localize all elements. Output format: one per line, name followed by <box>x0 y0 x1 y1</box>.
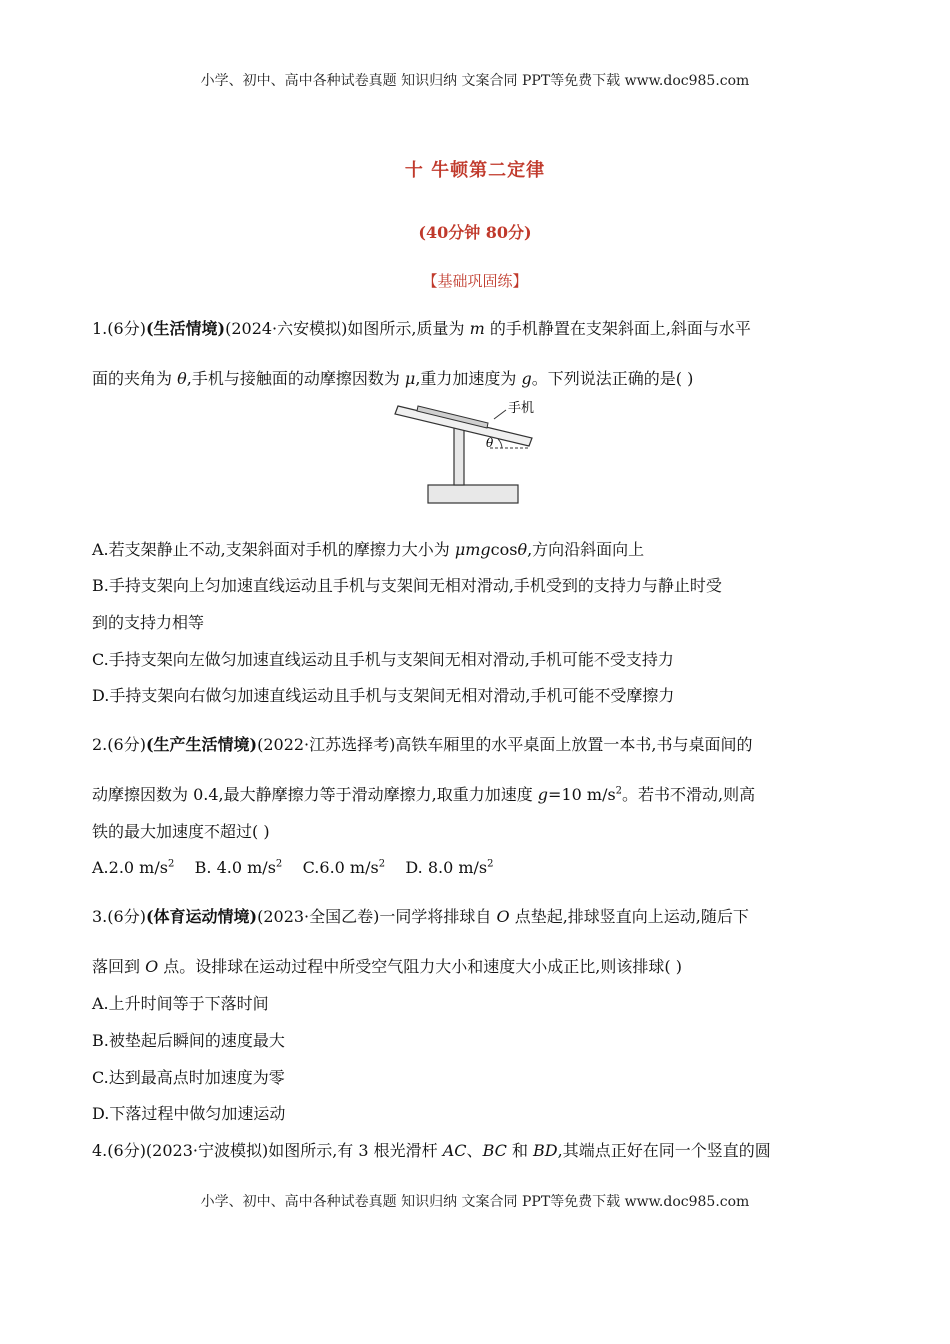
page-header: 小学、初中、高中各种试卷真题 知识归纳 文案合同 PPT等免费下载 www.doc985.com <box>200 73 750 89</box>
q1-option-d: D.手持支架向右做匀加速直线运动且手机与支架间无相对滑动,手机可能不受摩擦力 <box>92 686 675 705</box>
phone-stand-diagram <box>390 398 540 510</box>
q2-line2: 动摩擦因数为 0.4,最大静摩擦力等于滑动摩擦力,取重力加速度 g=10 $m/s^2$。若书不滑动,则高 <box>92 785 756 804</box>
q1-line2: 面的夹角为 θ,手机与接触面的动摩擦因数为 μ,重力加速度为 g。下列说法正确的是( ) <box>92 369 694 388</box>
stand-pole <box>454 426 464 485</box>
phone-stand-figure <box>390 398 540 514</box>
q1-option-a: A.若支架静止不动,支架斜面对手机的摩擦力大小为 μmgcosθ,方向沿斜面向上 <box>92 540 645 559</box>
q3-option-c: C.达到最高点时加速度为零 <box>92 1068 285 1087</box>
q2-options <box>92 857 862 879</box>
q2-line1: 2.(6分)(生产生活情境)(2022·江苏选择考)高铁车厢里的水平桌面上放置一本书,书与桌面间的 <box>92 735 753 754</box>
q2-option-b: B. 4.0 $m/s^2$ <box>194 858 283 877</box>
stand-base <box>428 485 518 503</box>
label-pointer <box>494 410 506 419</box>
angle-arc <box>498 439 502 448</box>
q2-option-a: A.2.0 $m/s^2$ <box>92 858 175 877</box>
page-title: 十 牛顿第二定律 <box>404 160 546 181</box>
q3-line2: 落回到 O 点。设排球在运动过程中所受空气阻力大小和速度大小成正比,则该排球( ) <box>92 957 682 976</box>
q4-line1: 4.(6分)(2023·宁波模拟)如图所示,有 3 根光滑杆 AC、BC 和 BD,其端点正好在同一个竖直的圆 <box>92 1141 771 1160</box>
section-heading: 【基础巩固练】 <box>422 272 528 290</box>
q2-option-c: C.6.0 $m/s^2$ <box>302 858 386 877</box>
q1-option-c: C.手持支架向左做匀加速直线运动且手机与支架间无相对滑动,手机可能不受支持力 <box>92 650 674 669</box>
q1-option-b: B.手持支架向上匀加速直线运动且手机与支架间无相对滑动,手机受到的支持力与静止时受 <box>92 576 722 595</box>
q1-line1: 1.(6分)(生活情境)(2024·六安模拟)如图所示,质量为 m 的手机静置在支架斜面上,斜面与水平 <box>92 319 751 338</box>
q2-line3: 铁的最大加速度不超过( ) <box>92 822 270 841</box>
theta-label: θ <box>486 436 494 450</box>
q3-option-b: B.被垫起后瞬间的速度最大 <box>92 1031 285 1050</box>
q3-line1: 3.(6分)(体育运动情境)(2023·全国乙卷)一同学将排球自 O 点垫起,排球竖直向上运动,随后下 <box>92 907 749 926</box>
q3-option-a: A.上升时间等于下落时间 <box>92 994 269 1013</box>
page-footer: 小学、初中、高中各种试卷真题 知识归纳 文案合同 PPT等免费下载 www.doc985.com <box>200 1194 750 1210</box>
q1-option-b-cont: 到的支持力相等 <box>92 613 205 632</box>
q2-option-d: D. 8.0 $m/s^2$ <box>405 858 494 877</box>
q3-option-d: D.下落过程中做匀加速运动 <box>92 1104 286 1123</box>
figure-phone-label: 手机 <box>508 401 535 416</box>
time-score: (40分钟 80分) <box>418 223 532 242</box>
